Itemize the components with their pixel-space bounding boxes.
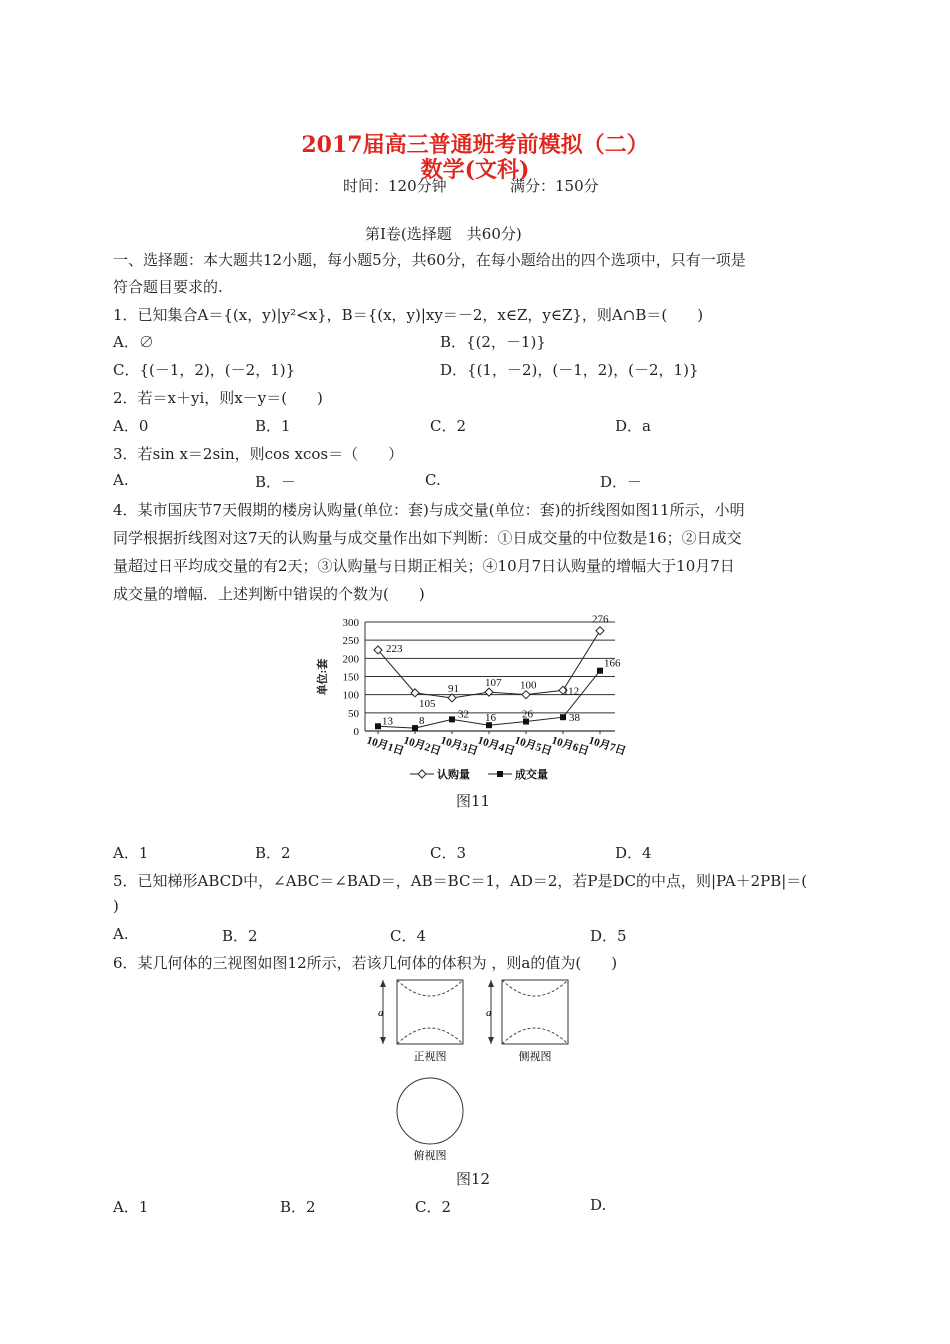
q6-option-a: A．1 — [113, 1198, 149, 1216]
data-point — [560, 714, 566, 720]
data-label: 91 — [448, 682, 459, 695]
q5-stem-line-1: 5．已知梯形ABCD中，∠ABC＝∠BAD＝，AB＝BC＝1，AD＝2，若P是DC的中点，则|PA＋2PB|＝( — [113, 872, 808, 890]
exam-score: 满分：150分 — [510, 177, 599, 195]
figure-12-caption: 图12 — [456, 1170, 491, 1188]
q5-option-a: A. — [113, 925, 129, 943]
data-point — [597, 668, 603, 674]
data-label: 26 — [522, 708, 533, 721]
data-label: 32 — [458, 708, 469, 721]
q4-stem-line-1: 4．某市国庆节7天假期的楼房认购量(单位：套)与成交量(单位：套)的折线图如图11所示，小明 — [113, 501, 745, 519]
exam-time: 时间：120分钟 — [343, 177, 447, 195]
q5-stem-line-2: ) — [113, 897, 119, 915]
figure-11-caption: 图11 — [456, 792, 491, 810]
side-view — [486, 980, 568, 1063]
q4-stem-line-3: 量超过日平均成交量的有2天；③认购量与日期正相关；④10月7日认购量的增幅大于10月7日 — [113, 557, 735, 575]
q4-option-d: D．4 — [615, 844, 652, 862]
data-label: 223 — [386, 642, 403, 655]
x-tick-label: 10月6日 — [550, 734, 591, 758]
y-tick-label: 250 — [342, 635, 359, 648]
y-tick-label: 300 — [342, 617, 359, 629]
q2-option-c: C．2 — [430, 417, 467, 435]
front-view-dim-label: a — [378, 1007, 384, 1019]
data-label: 166 — [604, 657, 621, 670]
legend-label: 认购量 — [437, 769, 470, 781]
y-tick-label: 100 — [342, 689, 359, 702]
y-tick-label: 0 — [353, 726, 359, 738]
q3-option-b: B．－ — [255, 473, 297, 491]
x-tick-label: 10月7日 — [587, 734, 628, 758]
q3-option-a: A. — [113, 471, 129, 489]
x-tick-label: 10月4日 — [476, 734, 517, 758]
q3-stem: 3．若sin x＝2sin，则cos xcos＝（ ） — [113, 445, 404, 463]
q3-option-d: D．－ — [600, 473, 643, 491]
q2-option-b: B．1 — [255, 417, 291, 435]
data-point — [596, 627, 604, 635]
x-tick-label: 10月1日 — [365, 734, 406, 758]
q6-option-c: C．2 — [415, 1198, 452, 1216]
q4-option-c: C．3 — [430, 844, 467, 862]
section-title: 第Ⅰ卷(选择题 共60分) — [365, 225, 522, 243]
section-intro-1: 一、选择题：本大题共12小题，每小题5分，共60分，在每小题给出的四个选项中，只有一项是 — [113, 251, 746, 269]
data-label: 38 — [569, 712, 580, 725]
top-view-label: 俯视图 — [413, 1150, 447, 1162]
section-intro-2: 符合题目要求的. — [113, 278, 223, 296]
q5-option-d: D．5 — [590, 927, 627, 945]
q1-option-a: A．∅ — [113, 333, 154, 351]
data-label: 112 — [563, 685, 580, 698]
exam-subtitle: 数学(文科) — [420, 157, 530, 183]
data-label: 8 — [419, 715, 425, 728]
front-view — [378, 980, 463, 1063]
q2-option-d: D．a — [615, 417, 651, 435]
q5-option-c: C．4 — [390, 927, 427, 945]
q1-stem: 1．已知集合A＝{(x，y)|y²<x}，B＝{(x，y)|xy＝－2，x∈Z，y∈Z}，则A∩B＝( ) — [113, 306, 704, 324]
data-label: 16 — [485, 712, 496, 725]
exam-title: 2017届高三普通班考前模拟（二） — [301, 132, 649, 158]
q4-option-a: A．1 — [113, 844, 149, 862]
front-view-label: 正视图 — [413, 1051, 447, 1063]
q4-stem-line-4: 成交量的增幅．上述判断中错误的个数为( ) — [113, 585, 425, 603]
legend-marker — [418, 770, 426, 778]
data-label: 13 — [382, 715, 393, 728]
data-label: 107 — [485, 677, 502, 690]
top-view — [397, 1078, 463, 1162]
q4-option-b: B．2 — [255, 844, 291, 862]
q1-option-b: B．{(2，－1)} — [440, 333, 546, 351]
q6-stem: 6．某几何体的三视图如图12所示，若该几何体的体积为 ，则a的值为( ) — [113, 954, 618, 972]
data-label: 105 — [419, 697, 436, 710]
legend-marker — [497, 771, 503, 777]
q5-option-b: B．2 — [222, 927, 258, 945]
q6-option-b: B．2 — [280, 1198, 316, 1216]
q4-stem-line-2: 同学根据折线图对这7天的认购量与成交量作出如下判断：①日成交量的中位数是16；②日成交 — [113, 529, 742, 547]
data-point — [522, 691, 530, 699]
q1-option-c: C．{(－1，2)，(－2，1)} — [113, 361, 296, 379]
x-tick-label: 10月3日 — [439, 734, 480, 758]
data-point — [412, 725, 418, 731]
data-label: 100 — [520, 679, 537, 692]
y-tick-label: 200 — [342, 653, 359, 666]
data-label: 276 — [592, 613, 609, 626]
q6-option-d: D. — [590, 1196, 607, 1214]
y-tick-label: 150 — [342, 671, 359, 684]
legend-label: 成交量 — [515, 769, 548, 781]
y-tick-label: 50 — [348, 707, 359, 720]
line-chart — [310, 605, 660, 790]
side-view-dim-label: a — [486, 1007, 492, 1019]
q2-stem: 2．若＝x＋yi，则x－y＝( ) — [113, 389, 323, 407]
side-view-label: 侧视图 — [518, 1051, 552, 1063]
data-point — [449, 716, 455, 722]
q1-option-d: D．{(1，－2)，(－1，2)，(－2，1)} — [440, 361, 699, 379]
data-point — [375, 723, 381, 729]
x-tick-label: 10月2日 — [402, 734, 443, 758]
x-tick-label: 10月5日 — [513, 734, 554, 758]
q3-option-c: C. — [425, 471, 441, 489]
y-axis-label: 单位:套 — [317, 658, 329, 696]
q2-option-a: A．0 — [113, 417, 149, 435]
three-view-diagram — [370, 975, 570, 1165]
